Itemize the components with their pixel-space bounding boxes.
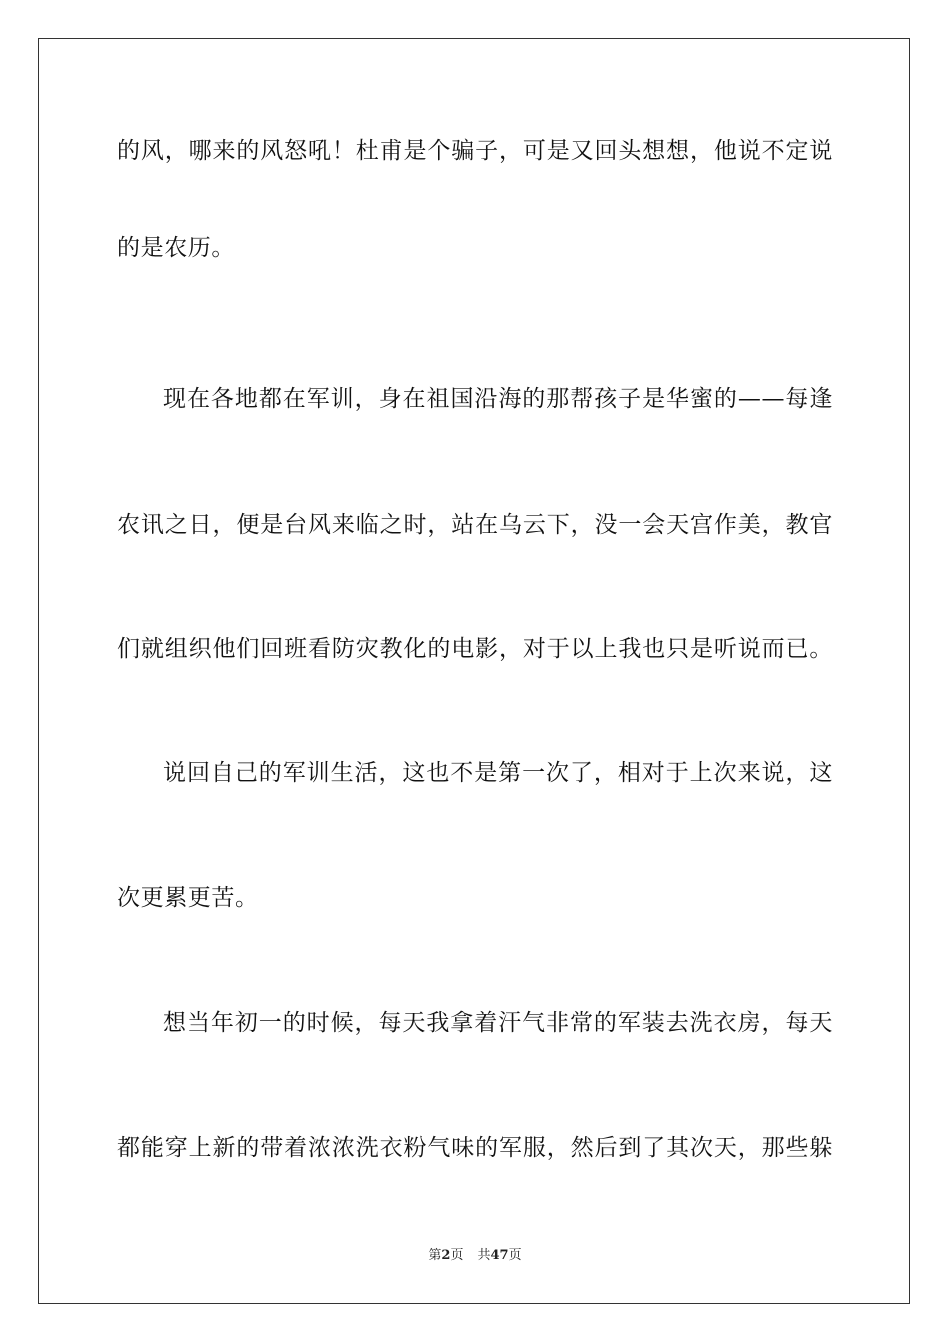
text-line-4: 农讯之日，便是台风来临之时，站在乌云下，没一会天宫作美，教官	[117, 512, 833, 538]
page-number: 2	[441, 1248, 451, 1263]
text-line-1: 的风，哪来的风怒吼！杜甫是个骗子，可是又回头想想，他说不定说	[117, 138, 833, 164]
text-line-6: 说回自己的军训生活，这也不是第一次了，相对于上次来说，这	[163, 760, 833, 786]
text-line-7: 次更累更苦。	[117, 885, 259, 911]
total-prefix: 共	[477, 1248, 491, 1263]
text-line-2: 的是农历。	[117, 235, 235, 261]
text-line-5: 们就组织他们回班看防灾教化的电影，对于以上我也只是听说而已。	[117, 636, 833, 662]
page-footer	[0, 1248, 950, 1264]
text-line-3: 现在各地都在军训，身在祖国沿海的那帮孩子是华蜜的——每逢	[163, 386, 833, 412]
text-line-9: 都能穿上新的带着浓浓洗衣粉气味的军服，然后到了其次天，那些躲	[117, 1135, 833, 1161]
page-prefix: 第	[428, 1248, 442, 1263]
total-pages: 47	[490, 1248, 509, 1263]
page-border	[38, 38, 910, 1304]
text-line-8: 想当年初一的时候，每天我拿着汗气非常的军装去洗衣房，每天	[163, 1010, 833, 1036]
page-suffix: 页	[450, 1248, 464, 1263]
total-suffix: 页	[508, 1248, 522, 1263]
